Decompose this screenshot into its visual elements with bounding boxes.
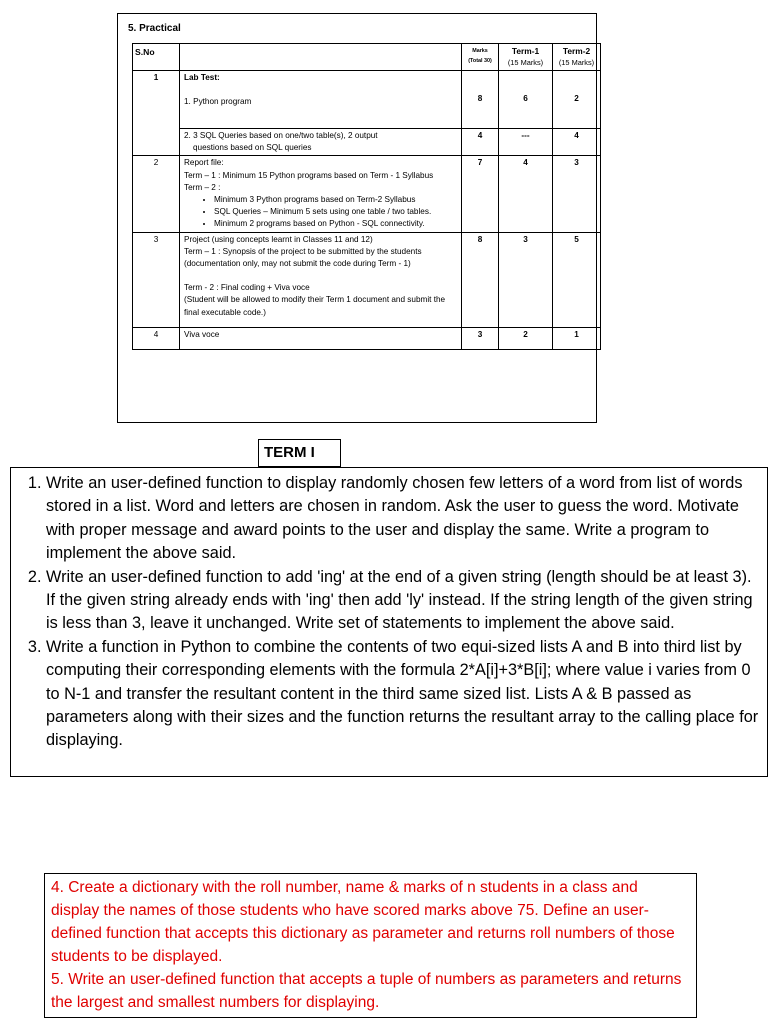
header-term1-marks: (15 Marks) [507,58,544,67]
row2-term1: 4 [499,156,553,232]
report-file-label: Report file: [184,158,224,168]
row1b-description [180,129,462,156]
header-description [180,44,462,71]
report-term2: Term – 2 : [184,182,221,192]
question-list [11,472,767,753]
sql-line2: questions based on SQL queries [193,143,312,153]
table-row [133,156,601,232]
row1b-term2: 4 [553,129,601,156]
red-question-5: 5. Write an user-defined function that accepts a tuple of numbers as parameters and returns the largest and smallest numbers for displaying. [51,971,682,1011]
table-row [133,71,601,129]
row1-term1: 6 [499,71,553,129]
header-term2-marks: (15 Marks) [558,58,595,67]
section-title: 5. Practical [128,23,181,34]
row3-description [180,232,462,327]
row4-sno: 4 [133,327,180,349]
highlighted-questions [44,873,697,1018]
sql-line1: 2. 3 SQL Queries based on one/two table(s), 2 output [184,131,378,140]
list-item: 3. Write a function in Python to combine the contents of two equi-sized lists A and B into third list by computing their corresponding elements with the formula 2*A[i]+3*B[i]; where value i varies from 0 to N-1 and transfer the resultant content in the third same sized list. Lists A & B passed as parameters along with their sizes and the function returns the resultant array to the calling place for displaying. [46,636,767,753]
list-item: • SQL Queries – Minimum 5 sets using one table / two tables. [214,206,457,218]
row1-sno: 1 [133,71,180,156]
python-program-label: 1. Python program [184,97,252,107]
header-marks-total: (Total 30) [468,58,492,64]
row3-marks: 8 [462,232,499,327]
header-marks [462,44,499,71]
project-label: Project (using concepts learnt in Classes 11 and 12) [184,234,373,244]
header-marks-label: Marks [472,48,488,54]
list-item: 1. Write an user-defined function to display randomly chosen few letters of a word from list of words stored in a list. Word and letters are chosen in random. Ask the user to guess the word. Motivate with proper message and award points to the user and display the same. Write a program to implement the above said. [46,472,767,566]
red-question-4: 4. Create a dictionary with the roll number, name & marks of n students in a class and display the names of those students who have scored marks above 75. Define an user-defined function that accepts this dictionary as parameter and returns roll numbers of those students to be displayed. [51,879,675,965]
header-term2 [553,44,601,71]
header-term1 [499,44,553,71]
row1-description [180,71,462,129]
row2-marks: 7 [462,156,499,232]
project-term2: Term - 2 : Final coding + Viva voce [184,283,310,293]
table-header-row [133,44,601,71]
header-term2-label: Term-2 [562,46,591,56]
list-item: 2. Write an user-defined function to add 'ing' at the end of a given string (length should be at least 3). If the given string already ends with 'ing' then add 'ly' instead. If the string length of the given string is less than 3, leave it unchanged. Write set of statements to implement the above said. [46,566,767,636]
report-term2-list [184,194,457,231]
header-sno: S.No [133,44,180,71]
practical-marks-table [132,43,601,350]
practical-section [117,13,597,423]
row4-marks: 3 [462,327,499,349]
row1-marks: 8 [462,71,499,129]
row4-term2: 1 [553,327,601,349]
list-item: • Minimum 3 Python programs based on Term-2 Syllabus [214,194,457,206]
row3-term1: 3 [499,232,553,327]
table-row [133,232,601,327]
list-item: • Minimum 2 programs based on Python - SQL connectivity. [214,218,457,230]
row1b-term1: --- [499,129,553,156]
row2-term2: 3 [553,156,601,232]
term1-questions [10,467,768,777]
row3-sno: 3 [133,232,180,327]
row4-term1: 2 [499,327,553,349]
lab-test-label: Lab Test: [184,73,220,82]
row2-sno: 2 [133,156,180,232]
header-term1-label: Term-1 [511,46,540,56]
report-term1: Term – 1 : Minimum 15 Python programs based on Term - 1 Syllabus [184,170,434,180]
term-heading: TERM I [258,439,341,467]
row4-description: Viva voce [180,327,462,349]
row2-description [180,156,462,232]
row1b-marks: 4 [462,129,499,156]
table-row [133,327,601,349]
table-row [133,129,601,156]
project-term2-note: (Student will be allowed to modify their Term 1 document and submit the final executable code.) [184,295,446,317]
project-term1: Term – 1 : Synopsis of the project to be submitted by the students (documentation only, may not submit the code during Term - 1) [184,246,422,269]
row3-term2: 5 [553,232,601,327]
row1-term2: 2 [553,71,601,129]
